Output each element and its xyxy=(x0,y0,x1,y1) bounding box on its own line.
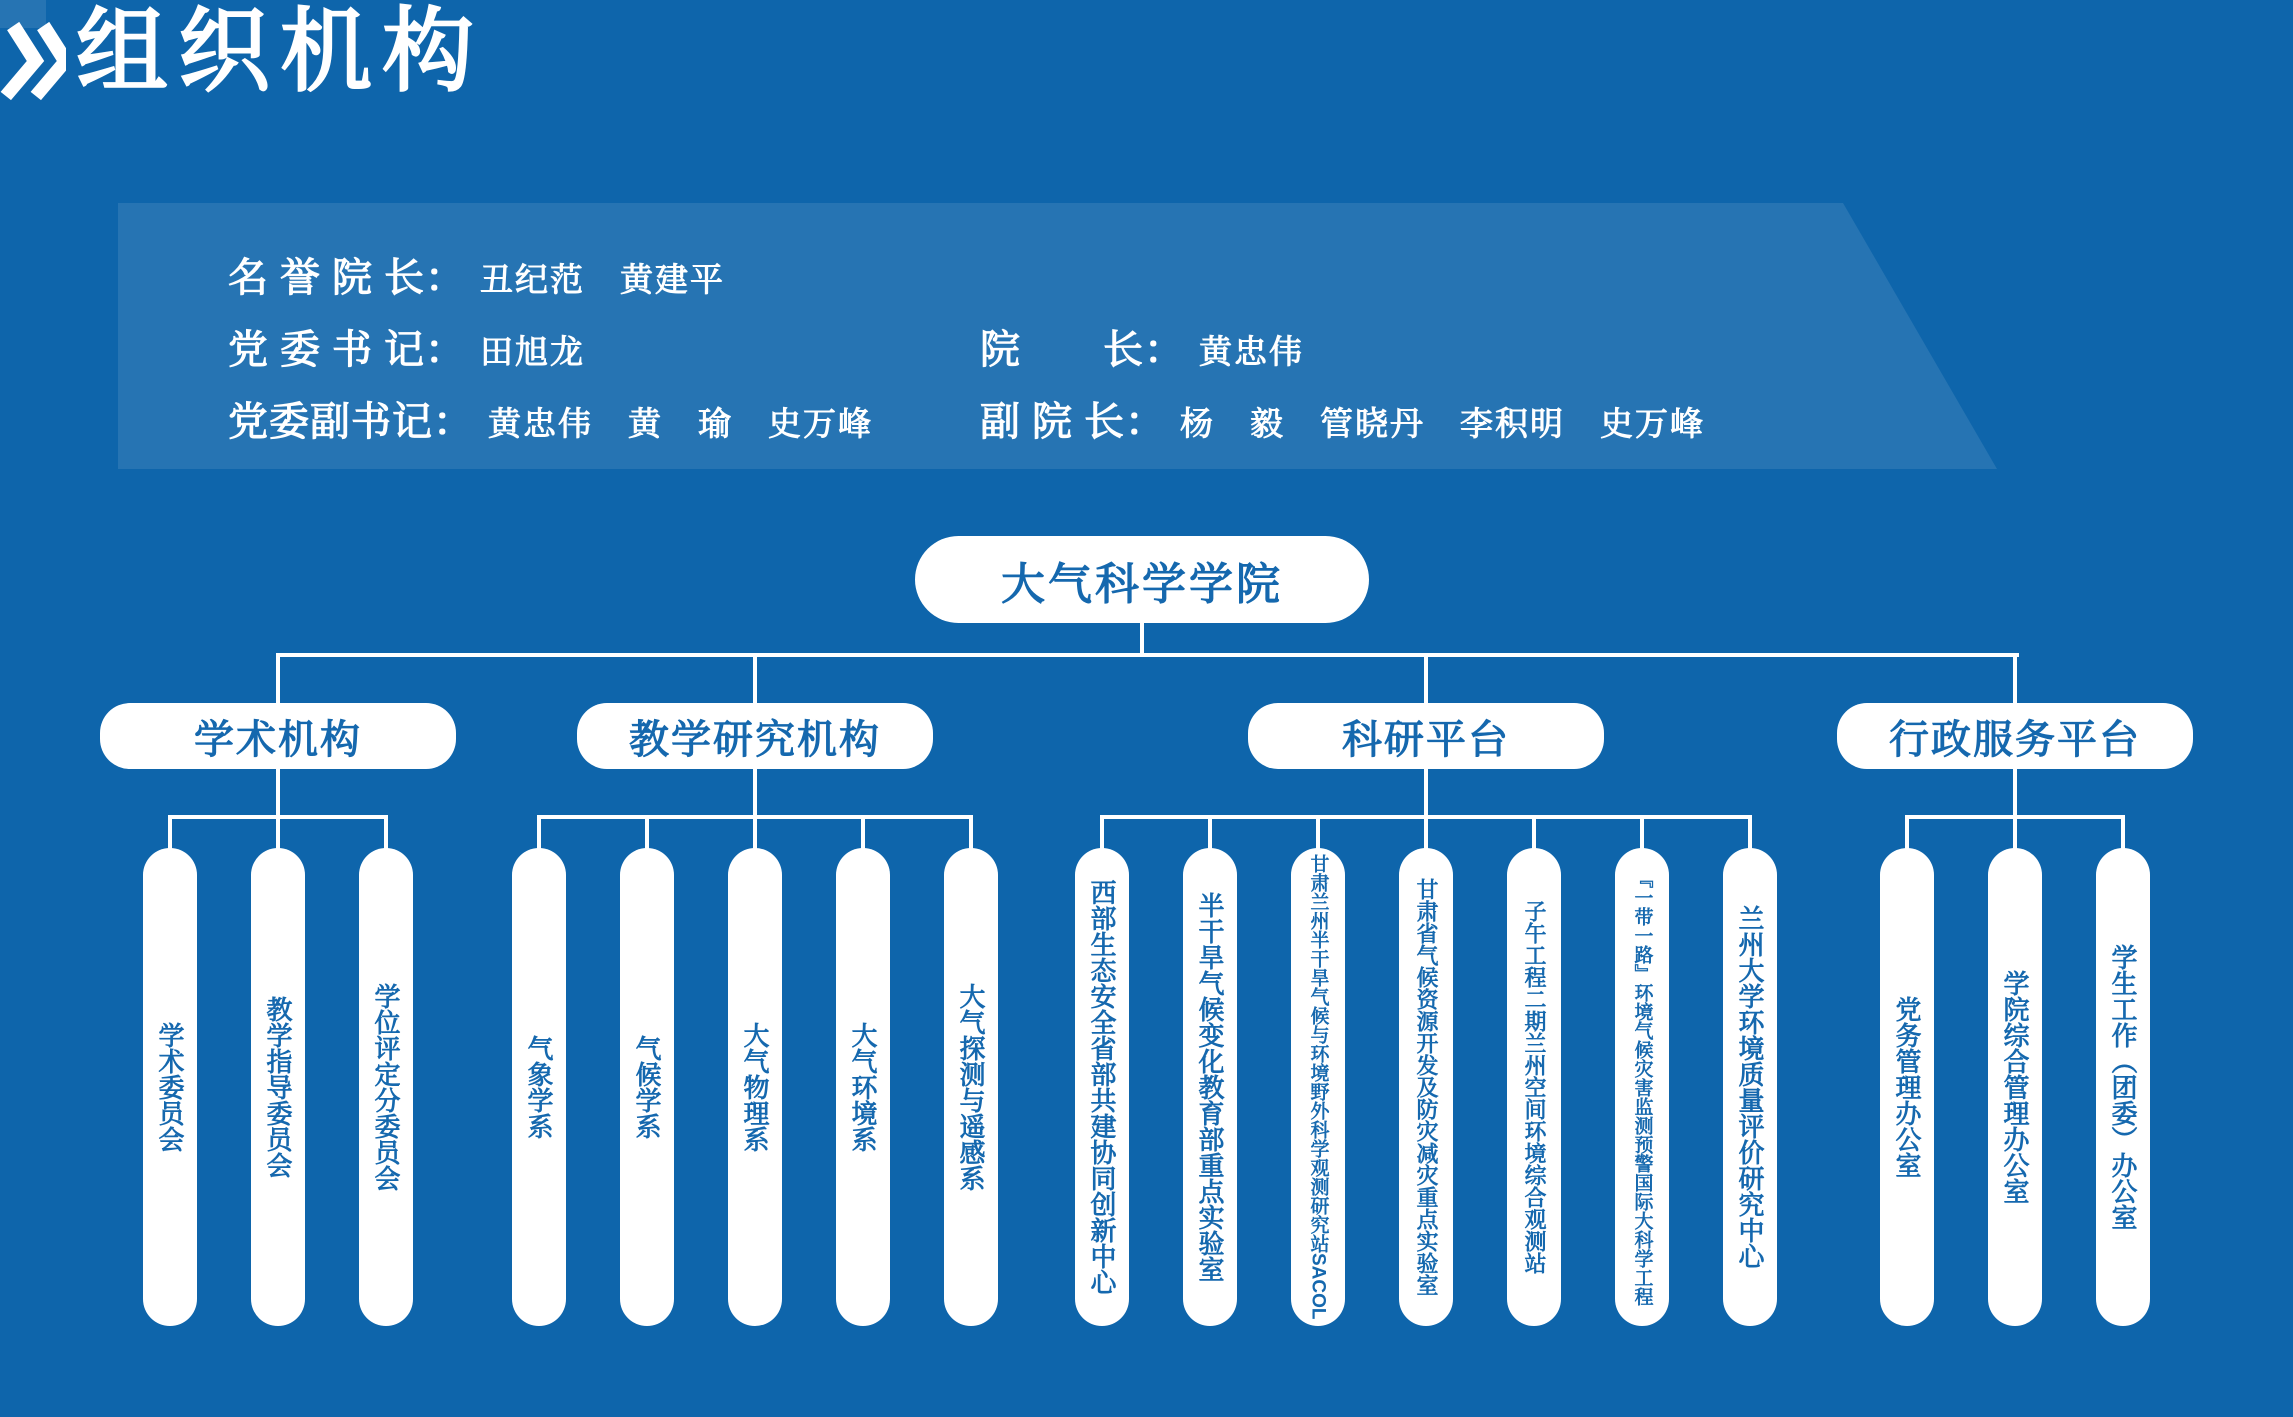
connector-line xyxy=(1208,817,1212,850)
deputy-party-secretary-names: 黄忠伟 黄 瑜 史万峰 xyxy=(488,405,873,442)
connector-line xyxy=(1748,817,1752,850)
org-unit-label: 『一带一路』环境气候灾害监测预警国际大科学工程 xyxy=(1631,868,1653,1306)
connector-line xyxy=(969,817,973,850)
org-unit-pill xyxy=(143,848,197,1326)
honorary-dean-names: 丑纪范 黄建平 xyxy=(480,261,725,298)
org-unit-pill xyxy=(944,848,998,1326)
connector-line xyxy=(2013,769,2017,817)
connector-line xyxy=(1140,622,1144,656)
connector-line xyxy=(168,817,172,850)
branch-header xyxy=(100,703,456,769)
connector-line xyxy=(276,817,280,850)
dean-label: 院 长： xyxy=(980,327,1185,372)
branch-header-label: 行政服务平台 xyxy=(1889,717,2141,762)
connector-line xyxy=(1424,653,1428,705)
org-unit-pill xyxy=(1988,848,2042,1326)
org-unit-label: 大气探测与遥感系 xyxy=(956,983,986,1191)
org-unit-pill xyxy=(251,848,305,1326)
connector-line xyxy=(1532,817,1536,850)
branch-header-label: 教学研究机构 xyxy=(629,717,881,762)
connector-line xyxy=(1905,817,1909,850)
connector-line xyxy=(1640,817,1644,850)
org-unit-label: 学位评定分委员会 xyxy=(371,983,401,1191)
branch-header xyxy=(1837,703,2193,769)
org-unit-pill xyxy=(512,848,566,1326)
org-unit-pill xyxy=(1291,848,1345,1326)
page-title: 组织机构 xyxy=(76,1,485,103)
deputy-party-secretary-label: 党委副书记： xyxy=(228,399,474,444)
vice-deans-label: 副 院 长： xyxy=(980,399,1166,444)
connector-line xyxy=(1100,817,1104,850)
org-unit-pill xyxy=(1507,848,1561,1326)
connector-line xyxy=(1424,817,1428,850)
org-unit-label: 甘肃省气候资源开发及防灾减灾重点实验室 xyxy=(1414,878,1439,1296)
org-unit-pill xyxy=(1183,848,1237,1326)
branch-header xyxy=(577,703,933,769)
party-secretary-label: 党 委 书 记： xyxy=(228,327,466,372)
org-unit-label: 党务管理办公室 xyxy=(1892,996,1922,1178)
connector-line xyxy=(2121,817,2125,850)
root-node xyxy=(915,536,1369,623)
double-chevron-icon xyxy=(0,18,66,104)
org-unit-label: 气候学系 xyxy=(632,1035,662,1139)
org-unit-pill xyxy=(359,848,413,1326)
org-unit-pill xyxy=(836,848,890,1326)
connector-line xyxy=(645,817,649,850)
leadership-row-deputy-party-secretary xyxy=(228,390,873,447)
org-unit-pill xyxy=(728,848,782,1326)
connector-line xyxy=(1424,769,1428,817)
branch-header-label: 科研平台 xyxy=(1342,717,1510,762)
org-unit-label: 兰州大学环境质量评价研究中心 xyxy=(1735,905,1765,1269)
org-unit-pill xyxy=(2096,848,2150,1326)
org-unit-pill xyxy=(1075,848,1129,1326)
branch-header xyxy=(1248,703,1604,769)
root-node-label: 大气科学学院 xyxy=(1001,559,1283,609)
org-unit-label: 学术委员会 xyxy=(155,1022,185,1152)
org-unit-label: 甘肃兰州半干旱气候与环境野外科学观测研究站SACOL xyxy=(1307,854,1329,1320)
honorary-dean-label: 名 誉 院 长： xyxy=(228,255,466,300)
org-unit-label: 大气环境系 xyxy=(848,1022,878,1152)
connector-line xyxy=(384,817,388,850)
connector-line xyxy=(861,817,865,850)
connector-line xyxy=(276,769,280,817)
leadership-row-honorary-dean xyxy=(228,246,725,303)
org-unit-pill xyxy=(1399,848,1453,1326)
org-unit-label: 气象学系 xyxy=(524,1035,554,1139)
org-unit-label: 学院综合管理办公室 xyxy=(2000,970,2030,1204)
org-unit-label: 子午工程二期兰州空间环境综合观测站 xyxy=(1522,900,1547,1274)
org-unit-label: 大气物理系 xyxy=(740,1022,770,1152)
connector-line xyxy=(2013,653,2017,705)
leadership-row-vice-deans xyxy=(980,390,1705,447)
connector-line xyxy=(276,653,280,705)
org-unit-pill xyxy=(1615,848,1669,1326)
connector-line xyxy=(537,817,541,850)
dean-names: 黄忠伟 xyxy=(1199,333,1304,370)
org-unit-label: 教学指导委员会 xyxy=(263,996,293,1178)
org-unit-pill xyxy=(1880,848,1934,1326)
branch-header-label: 学术机构 xyxy=(194,717,362,762)
connector-line xyxy=(1316,817,1320,850)
vice-deans-names: 杨 毅 管晓丹 李积明 史万峰 xyxy=(1180,405,1705,442)
connector-line xyxy=(2013,817,2017,850)
org-unit-pill xyxy=(1723,848,1777,1326)
connector-line xyxy=(276,653,2019,657)
connector-line xyxy=(753,817,757,850)
org-unit-pill xyxy=(620,848,674,1326)
leadership-row-party-secretary xyxy=(228,318,585,375)
party-secretary-names: 田旭龙 xyxy=(480,333,585,370)
org-unit-label: 西部生态安全省部共建协同创新中心 xyxy=(1087,879,1117,1295)
leadership-row-dean xyxy=(980,318,1304,375)
org-unit-label: 半干旱气候变化教育部重点实验室 xyxy=(1195,892,1225,1282)
org-unit-label: 学生工作（团委）办公室 xyxy=(2108,944,2138,1230)
connector-line xyxy=(753,769,757,817)
connector-line xyxy=(753,653,757,705)
